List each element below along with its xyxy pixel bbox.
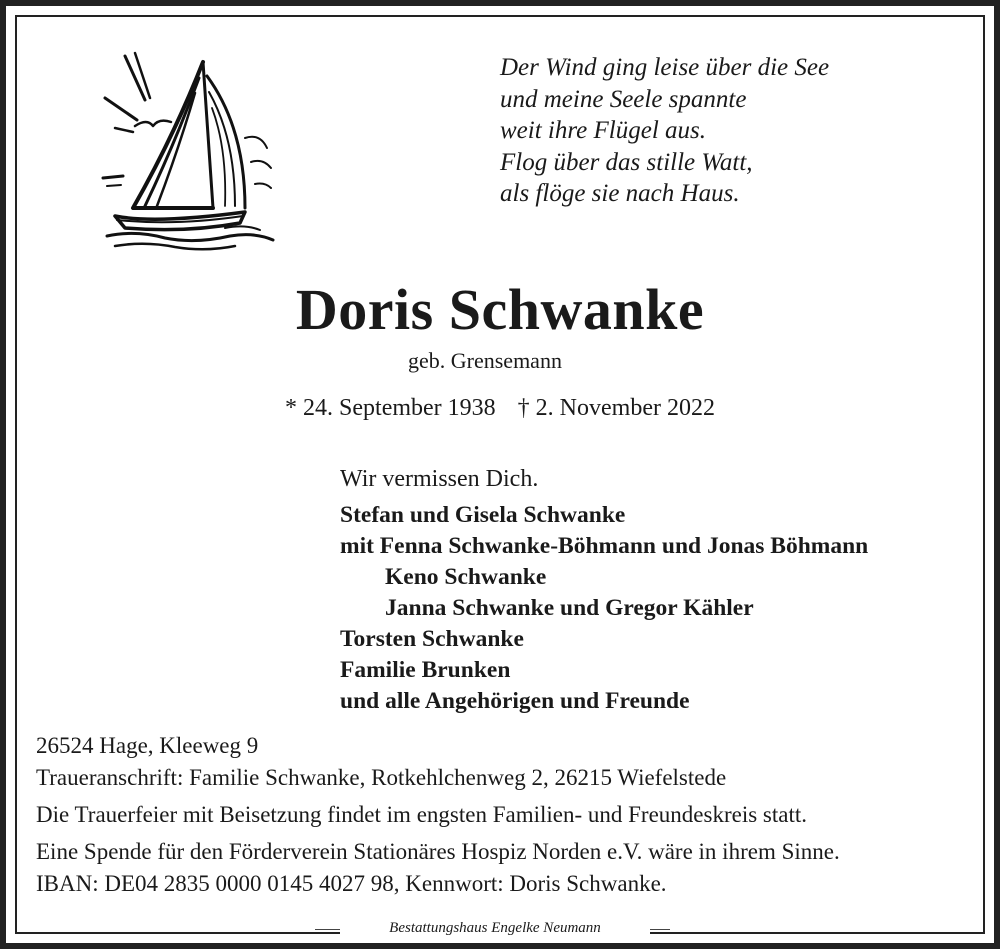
poem-line: Flog über das stille Watt, <box>500 148 753 176</box>
mourner-line: Stefan und Gisela Schwanke <box>340 502 626 528</box>
ceremony-note: Die Trauerfeier mit Beisetzung findet im engsten Familien- und Freundeskreis statt. <box>36 802 807 827</box>
mourners-block <box>340 464 868 717</box>
funeral-home: Bestattungshaus Engelke Neumann <box>340 918 650 938</box>
birth-date: * 24. September 1938 <box>285 395 496 421</box>
mourner-line: Keno Schwanke <box>385 564 547 590</box>
life-dates <box>0 395 1000 422</box>
mourner-line: Torsten Schwanke <box>340 626 524 652</box>
poem-line: Der Wind ging leise über die See <box>500 54 830 81</box>
poem-line: und meine Seele spannte <box>500 85 747 113</box>
poem-line: weit ihre Flügel aus. <box>500 117 706 144</box>
mourner-line: mit Fenna Schwanke-Böhmann und Jonas Böhmann <box>340 533 869 559</box>
info-block <box>36 730 840 900</box>
home-address: 26524 Hage, Kleeweg 9 <box>36 733 259 758</box>
farewell-message: Wir vermissen Dich. <box>340 466 539 492</box>
iban-line: IBAN: DE04 2835 0000 0145 4027 98, Kennwort: Doris Schwanke. <box>36 871 667 896</box>
birth-name: geb. Grensemann <box>408 348 562 373</box>
deceased-name: Doris Schwanke <box>295 277 705 342</box>
poem <box>500 52 920 210</box>
mourner-line: und alle Angehörigen und Freunde <box>340 688 690 714</box>
mourner-line: Familie Brunken <box>340 657 511 683</box>
mourning-address: Traueranschrift: Familie Schwanke, Rotkehlchenweg 2, 26215 Wiefelstede <box>36 765 727 790</box>
poem-line: als flöge sie nach Haus. <box>500 180 740 207</box>
donation-note: Eine Spende für den Förderverein Stationäres Hospiz Norden e.V. wäre in ihrem Sinne. <box>36 839 840 864</box>
mourner-line: Janna Schwanke und Gregor Kähler <box>385 595 754 621</box>
sailboat-icon <box>95 48 280 258</box>
death-date: † 2. November 2022 <box>517 395 715 421</box>
